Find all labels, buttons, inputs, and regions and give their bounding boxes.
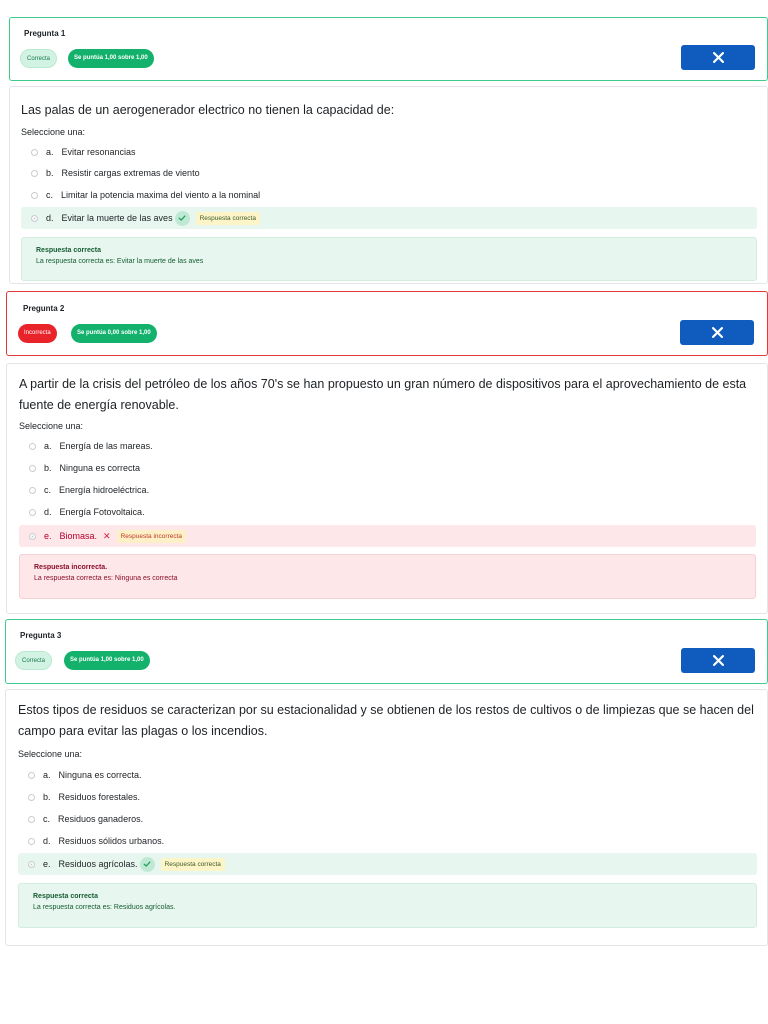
option-text: Biomasa. xyxy=(59,531,98,541)
question-2-option-e[interactable] xyxy=(19,525,756,547)
question-1-text: Las palas de un aerogenerador electrico no tienen la capacidad de: xyxy=(21,103,395,117)
radio-button[interactable] xyxy=(31,215,38,222)
option-text: Resistir cargas extremas de viento xyxy=(61,168,200,178)
close-icon xyxy=(712,327,723,338)
question-2-state-badge: Incorrecta xyxy=(18,324,57,343)
question-2-text: A partir de la crisis del petróleo de los años 70's se han propuesto un gran número de dispositivos para el aprovechamiento de esta fuente de energía renovable. xyxy=(19,377,747,412)
option-letter: d. xyxy=(43,836,51,846)
option-text: Residuos sólidos urbanos. xyxy=(58,836,165,846)
radio-button[interactable] xyxy=(29,487,36,494)
question-3-score-badge: Se puntúa 1,00 sobre 1,00 xyxy=(64,651,150,670)
question-3-option-d[interactable] xyxy=(18,830,757,852)
question-3-option-e[interactable] xyxy=(18,853,757,875)
check-icon xyxy=(140,857,155,872)
question-3-text: Estos tipos de residuos se caracterizan por su estacionalidad y se obtienen de los restos de cultivos o de limpiezas que se hacen del campo para evitar las plagas o los incendios. xyxy=(18,703,754,738)
radio-button[interactable] xyxy=(28,794,35,801)
radio-button[interactable] xyxy=(29,509,36,516)
answer-status-tag: Respuesta incorrecta xyxy=(117,530,186,543)
question-2-option-b[interactable] xyxy=(19,457,756,479)
option-text: Ninguna es correcta. xyxy=(58,770,142,780)
answer-status-tag: Respuesta correcta xyxy=(196,212,260,225)
option-letter: a. xyxy=(44,441,52,451)
option-text: Energía hidroeléctrica. xyxy=(59,485,150,495)
option-letter: e. xyxy=(44,531,52,541)
question-2-feedback xyxy=(19,554,756,599)
question-3-header xyxy=(5,619,768,684)
option-letter: c. xyxy=(46,190,54,200)
question-2-body xyxy=(6,363,768,614)
radio-button[interactable] xyxy=(29,443,36,450)
option-text: Evitar resonancias xyxy=(61,147,136,157)
question-2-close-button[interactable] xyxy=(680,320,754,345)
question-3-body xyxy=(5,689,768,946)
question-1-option-a[interactable] xyxy=(21,141,757,163)
option-letter: b. xyxy=(46,168,54,178)
option-letter: a. xyxy=(43,770,51,780)
option-text: Energía de las mareas. xyxy=(59,441,153,451)
feedback-text: La respuesta correcta es: Residuos agrícolas. xyxy=(33,904,176,911)
option-text: Residuos forestales. xyxy=(58,792,141,802)
feedback-title: Respuesta incorrecta. xyxy=(34,564,108,571)
radio-button[interactable] xyxy=(31,170,38,177)
question-1-header xyxy=(9,17,768,81)
option-text: Limitar la potencia maxima del viento a la nominal xyxy=(61,190,261,200)
question-2-prompt: Seleccione una: xyxy=(19,421,84,431)
feedback-text: La respuesta correcta es: Ninguna es correcta xyxy=(34,575,178,582)
option-letter: b. xyxy=(44,463,52,473)
question-2-score-badge: Se puntúa 0,00 sobre 1,00 xyxy=(71,324,157,343)
cross-icon: ✕ xyxy=(103,530,111,541)
radio-button[interactable] xyxy=(28,861,35,868)
radio-button[interactable] xyxy=(28,772,35,779)
question-1-label: Pregunta 1 xyxy=(24,29,66,38)
radio-button[interactable] xyxy=(29,465,36,472)
answer-status-tag: Respuesta correcta xyxy=(161,858,225,871)
question-2-header xyxy=(6,291,768,356)
option-text: Evitar la muerte de las aves xyxy=(61,213,173,223)
option-letter: a. xyxy=(46,147,54,157)
question-1-prompt: Seleccione una: xyxy=(21,127,86,137)
option-text: Ninguna es correcta xyxy=(59,463,141,473)
option-letter: e. xyxy=(43,859,51,869)
question-1-body xyxy=(9,86,768,284)
question-1-close-button[interactable] xyxy=(681,45,755,70)
question-3-option-c[interactable] xyxy=(18,808,757,830)
option-letter: c. xyxy=(44,485,52,495)
option-letter: c. xyxy=(43,814,51,824)
close-icon xyxy=(713,655,724,666)
question-2-label: Pregunta 2 xyxy=(23,304,65,313)
question-1-option-b[interactable] xyxy=(21,162,757,184)
radio-button[interactable] xyxy=(31,192,38,199)
radio-button[interactable] xyxy=(28,838,35,845)
option-letter: b. xyxy=(43,792,51,802)
question-2-option-a[interactable] xyxy=(19,435,756,457)
radio-button[interactable] xyxy=(31,149,38,156)
close-icon xyxy=(713,52,724,63)
question-1-score-badge: Se puntúa 1,00 sobre 1,00 xyxy=(68,49,154,68)
question-3-label: Pregunta 3 xyxy=(20,631,62,640)
question-3-feedback xyxy=(18,883,757,928)
option-text: Residuos agrícolas. xyxy=(58,859,138,869)
question-3-close-button[interactable] xyxy=(681,648,755,673)
question-3-state-badge: Correcta xyxy=(15,651,52,670)
option-text: Energía Fotovoltaica. xyxy=(59,507,145,517)
question-1-feedback xyxy=(21,237,757,281)
feedback-title: Respuesta correcta xyxy=(36,247,101,254)
feedback-title: Respuesta correcta xyxy=(33,893,98,900)
radio-button[interactable] xyxy=(29,533,36,540)
option-text: Residuos ganaderos. xyxy=(58,814,144,824)
radio-button[interactable] xyxy=(28,816,35,823)
feedback-text: La respuesta correcta es: Evitar la muerte de las aves xyxy=(36,258,204,265)
question-2-option-c[interactable] xyxy=(19,479,756,501)
question-1-state-badge: Correcta xyxy=(20,49,57,68)
question-1-option-c[interactable] xyxy=(21,184,757,206)
option-letter: d. xyxy=(44,507,52,517)
question-2-option-d[interactable] xyxy=(19,501,756,523)
option-letter: d. xyxy=(46,213,54,223)
question-3-option-a[interactable] xyxy=(18,764,757,786)
check-icon xyxy=(175,211,190,226)
question-3-prompt: Seleccione una: xyxy=(18,749,83,759)
question-1-option-d[interactable] xyxy=(21,207,757,229)
question-3-option-b[interactable] xyxy=(18,786,757,808)
